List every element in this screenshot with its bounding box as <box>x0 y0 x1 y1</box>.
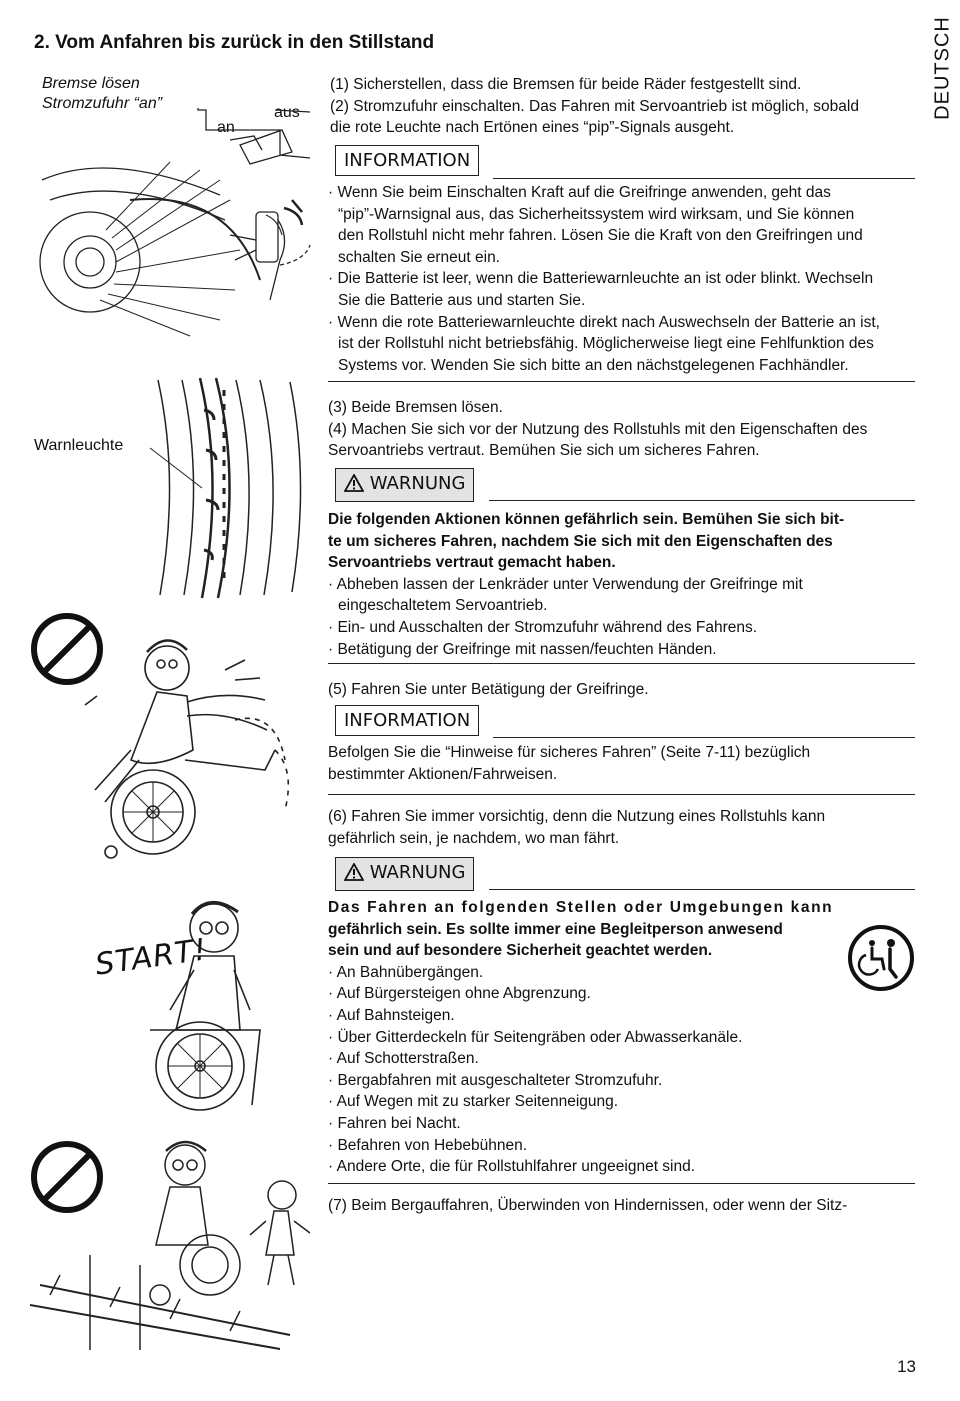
warning2-bold-line: gefährlich sein. Es sollte immer eine Begleitperson anwesend <box>328 920 783 938</box>
section-heading: 2. Vom Anfahren bis zurück in den Stillstand <box>34 32 435 53</box>
info1-line: ist der Rollstuhl nicht betriebsfähig. Möglicherweise liegt eine Fehlfunktion des <box>338 335 874 353</box>
info-label: INFORMATION <box>335 145 479 176</box>
step-2: (2) Stromzufuhr einschalten. Das Fahren mit Servoantrieb ist möglich, sobald <box>330 97 859 115</box>
warning1-bold-line: te um sicheres Fahren, nachdem Sie sich mit den Eigenschaften des <box>328 532 833 550</box>
steps-1-2 <box>330 74 859 139</box>
step-4: (4) Machen Sie sich vor der Nutzung des Rollstuhls mit den Eigenschaften des <box>328 420 868 438</box>
step-1: (1) Sicherstellen, dass die Bremsen für beide Räder festgestellt sind. <box>330 76 802 93</box>
warning-light-illustration <box>140 370 325 600</box>
warning-rule-bottom <box>328 1183 915 1184</box>
warning2-line: · Über Gitterdeckeln für Seitengräben oder Abwasserkanäle. <box>328 1028 743 1046</box>
info-rule-bottom <box>328 794 915 795</box>
warning-label-text: WARNUNG <box>369 862 466 883</box>
steps-3-4 <box>328 397 867 462</box>
info1-line: Sie die Batterie aus und starten Sie. <box>338 291 586 309</box>
warning1-bold-line: Die folgenden Aktionen können gefährlich sein. Bemühen Sie sich bit- <box>328 511 845 528</box>
warning2-line: · Andere Orte, die für Rollstuhlfahrer ungeeignet sind. <box>328 1158 696 1176</box>
warning2-line: · Befahren von Hebebühnen. <box>328 1136 528 1154</box>
warning1-line: eingeschaltetem Servoantrieb. <box>338 597 548 615</box>
label-warnleuchte: Warnleuchte <box>34 437 124 454</box>
info-rule-top <box>493 737 915 738</box>
wheelchair-attendant-icon <box>846 923 916 993</box>
warning-label-text: WARNUNG <box>369 473 466 494</box>
warning2-text <box>328 897 833 1178</box>
step-3: (3) Beide Bremsen lösen. <box>328 399 503 416</box>
info1-line: · Wenn Sie beim Einschalten Kraft auf die Greifringe anwenden, geht das <box>328 184 831 201</box>
info2-text <box>328 742 810 785</box>
warning1-line: · Ein- und Ausschalten der Stromzufuhr während des Fahrens. <box>328 618 758 636</box>
railway-crossing-cartoon-illustration <box>30 1135 320 1350</box>
language-tab-label: DEUTSCH <box>931 16 954 120</box>
figure1-caption-line2: Stromzufuhr “an” <box>42 95 163 112</box>
step-7: (7) Beim Bergauffahren, Überwinden von Hindernissen, oder wenn der Sitz- <box>328 1197 848 1214</box>
warning1-line: · Betätigung der Greifringe mit nassen/feuchten Händen. <box>328 640 717 658</box>
step-6-line: (6) Fahren Sie immer vorsichtig, denn die Nutzung eines Rollstuhls kann <box>328 808 826 825</box>
info1-text <box>328 182 880 376</box>
label-aus: aus <box>274 104 300 121</box>
info1-line: den Rollstuhl nicht mehr fahren. Lösen Sie die Kraft von den Greifringen und <box>338 227 863 245</box>
warning-triangle-icon <box>344 474 364 497</box>
warning-rule-top <box>489 500 915 501</box>
step-6 <box>328 806 825 849</box>
info1-line: “pip”-Warnsignal aus, das Sicherheitssystem wird wirksam, und Sie können <box>338 205 855 223</box>
start-text: START! <box>93 932 210 983</box>
info1-line: · Wenn die rote Batteriewarnleuchte direkt nach Auswechseln der Batterie an ist, <box>328 313 880 331</box>
start-cartoon-illustration <box>120 890 280 1120</box>
warning2-line: · Auf Wegen mit zu starker Seitenneigung. <box>328 1093 619 1111</box>
warning2-bold-line: sein und auf besondere Sicherheit geachtet werden. <box>328 942 713 960</box>
warning2-line: · Bergabfahren mit ausgeschalteter Stromzufuhr. <box>328 1071 663 1089</box>
warning2-line: · Auf Schotterstraßen. <box>328 1050 479 1068</box>
warning2-line: · Auf Bahnsteigen. <box>328 1006 455 1024</box>
wheelie-cartoon-illustration <box>75 630 320 870</box>
warning-label <box>335 468 474 502</box>
info2-line: bestimmter Aktionen/Fahrweisen. <box>328 765 558 783</box>
info2-line: Befolgen Sie die “Hinweise für sicheres Fahren” (Seite 7-11) bezüglich <box>328 744 811 761</box>
warning-rule-top <box>489 889 915 890</box>
info1-line: Systems vor. Wenden Sie sich bitte an den nächstgelegenen Fachhändler. <box>338 356 849 374</box>
step-6-line: gefährlich sein, je nachdem, wo man fährt. <box>328 829 620 847</box>
label-an: an <box>217 119 235 136</box>
warning2-line: · An Bahnübergängen. <box>328 963 484 981</box>
warning-rule-bottom <box>328 663 915 664</box>
step-2-cont: die rote Leuchte nach Ertönen eines “pip”-Signals ausgeht. <box>330 119 735 137</box>
info1-line: · Die Batterie ist leer, wenn die Batteriewarnleuchte an ist oder blinkt. Wechseln <box>328 270 874 288</box>
info-rule-bottom <box>328 381 915 382</box>
warning-label <box>335 857 474 891</box>
info-rule-top <box>493 178 915 179</box>
warning2-line: · Fahren bei Nacht. <box>328 1114 461 1132</box>
warning1-text <box>328 509 844 660</box>
step-5: (5) Fahren Sie unter Betätigung der Greifringe. <box>328 681 649 698</box>
step-4-cont: Servoantriebs vertraut. Bemühen Sie sich um sicheres Fahren. <box>328 442 760 460</box>
warning2-bold-line: Das Fahren an folgenden Stellen oder Umgebungen kann <box>328 899 834 916</box>
warning1-line: · Abheben lassen der Lenkräder unter Verwendung der Greifringe mit <box>328 575 803 593</box>
language-tab <box>930 8 956 128</box>
warning-triangle-icon <box>344 863 364 886</box>
info1-line: schalten Sie erneut ein. <box>338 248 500 266</box>
figure1-caption-line1: Bremse lösen <box>42 75 140 92</box>
warning1-bold-line: Servoantriebs vertraut gemacht haben. <box>328 554 616 572</box>
warning2-line: · Auf Bürgersteigen ohne Abgrenzung. <box>328 985 591 1003</box>
wheel-power-switch-illustration <box>30 100 330 340</box>
page-number: 13 <box>897 1357 916 1376</box>
info-label: INFORMATION <box>335 705 479 736</box>
